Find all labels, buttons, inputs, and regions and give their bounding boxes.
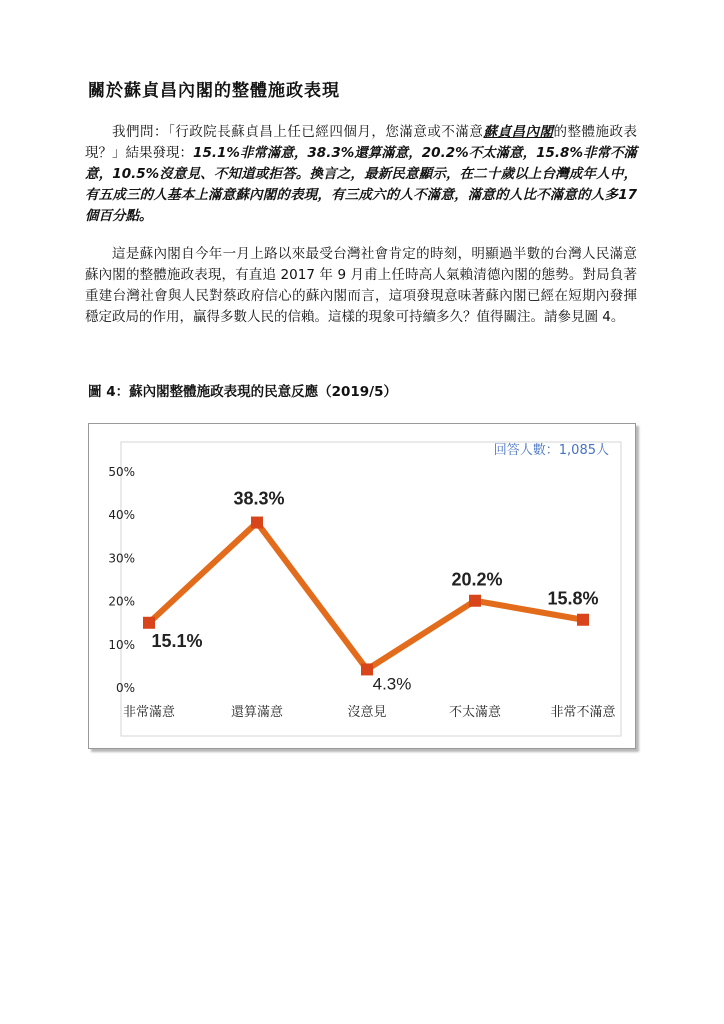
series-line <box>149 523 583 670</box>
data-label: 38.3% <box>233 488 285 509</box>
paragraph-segment: 我們問：「行政院長蘇貞昌上任已經四個月，您滿意或不滿意 <box>112 124 484 140</box>
respondent-count-annotation: 回答人數：1,085人 <box>493 443 609 458</box>
y-tick-label: 0% <box>115 681 135 695</box>
chart-frame <box>88 423 636 749</box>
figure-caption: 圖 4：蘇內閣整體施政表現的民意反應（2019/5） <box>88 384 397 400</box>
x-category-label: 還算滿意 <box>230 705 284 720</box>
data-point-marker <box>577 614 589 626</box>
paragraph-segment: 蘇貞昌內閣 <box>483 124 554 140</box>
data-label: 15.1% <box>151 630 203 651</box>
data-point-marker <box>251 517 263 529</box>
y-tick-label: 50% <box>108 465 135 479</box>
data-point-marker <box>361 663 373 675</box>
data-label: 20.2% <box>451 569 503 590</box>
line-chart <box>89 424 637 750</box>
y-tick-label: 30% <box>108 551 135 566</box>
x-category-label: 非常滿意 <box>122 705 176 720</box>
y-tick-label: 20% <box>108 594 135 609</box>
paragraph-results <box>85 122 637 227</box>
y-tick-label: 40% <box>108 508 135 523</box>
y-tick-label: 10% <box>108 637 135 652</box>
x-category-label: 不太滿意 <box>448 705 502 720</box>
paragraph-segment: 的整體施政表現？」結果發現： <box>85 124 638 161</box>
x-category-label: 非常不滿意 <box>550 705 616 720</box>
data-label: 4.3% <box>372 674 412 694</box>
paragraph-analysis: 這是蘇內閣自今年一月上路以來最受台灣社會肯定的時刻，明顯過半數的台灣人民滿意蘇內閣的整體施政表現，有直追 2017 年 9 月甫上任時高人氣賴清德內閣的態勢。對局負著重建台灣社會與人民對蔡政府信心的蘇內閣而言，這項發現意味著蘇內閣已經在短期內發揮穩定政局的作用，贏得多數人民的信賴。這樣的現象可持續多久？值得關注。請參見圖 4。 <box>85 246 637 325</box>
section-heading: 關於蘇貞昌內閣的整體施政表現 <box>88 81 340 101</box>
plot-area-border <box>121 442 621 736</box>
x-category-label: 沒意見 <box>347 705 387 720</box>
data-point-marker <box>469 595 481 607</box>
data-point-marker <box>143 617 155 629</box>
paragraph-segment: 15.1%非常滿意，38.3%還算滿意，20.2%不太滿意，15.8%非常不滿意，10.5%沒意見、不知道或拒答。換言之，最新民意顯示，在二十歲以上台灣成年人中，有五成三的人基本上滿意蘇內閣的表現，有三成六的人不滿意，滿意的人比不滿意的人多17 個百分點。 <box>85 145 637 224</box>
data-label: 15.8% <box>547 588 599 609</box>
